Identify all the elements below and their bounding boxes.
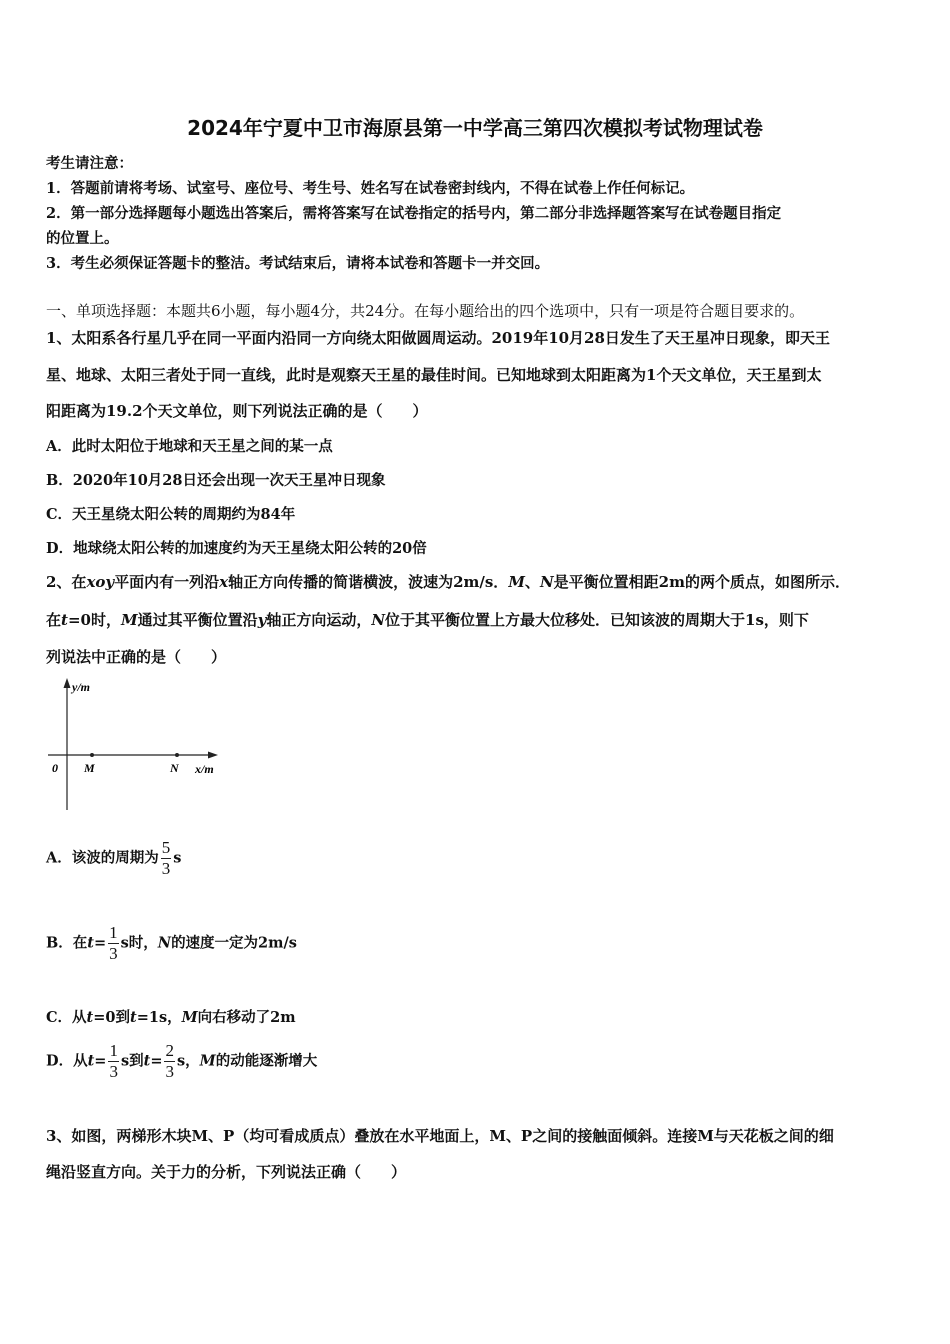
point-n-label: N bbox=[170, 761, 179, 775]
point-n-dot bbox=[175, 753, 179, 757]
notice-item: 2．第一部分选择题每小题选出答案后，需将答案写在试卷指定的括号内，第二部分非选择题答案写在试卷题目指定 bbox=[46, 205, 782, 222]
y-axis-arrow-icon bbox=[64, 678, 71, 688]
fraction: $\frac{2}{3}$ bbox=[165, 1041, 174, 1081]
q1-stem-line: 阳距离为19.2个天文单位，则下列说法正确的是（ ） bbox=[46, 402, 428, 420]
q2-wave-figure bbox=[40, 675, 240, 820]
notice-item: 的位置上。 bbox=[46, 230, 119, 247]
x-axis-arrow-icon bbox=[208, 752, 218, 759]
notice-item: 3．考生必须保证答题卡的整洁。考试结束后，请将本试卷和答题卡一并交回。 bbox=[46, 255, 550, 272]
q1-stem-line: 1、太阳系各行星几乎在同一平面内沿同一方向绕太阳做圆周运动。2019年10月28日发生了天王星冲日现象，即天王 bbox=[46, 329, 830, 347]
y-axis-label: y/m bbox=[72, 680, 90, 694]
q2-option-c: C．从t=0到t=1s，M向右移动了2m bbox=[46, 1009, 296, 1026]
notice-heading: 考生请注意： bbox=[46, 155, 133, 172]
q1-option-c: C．天王星绕太阳公转的周期约为84年 bbox=[46, 506, 296, 523]
q2-stem-line: 列说法中正确的是（ ） bbox=[46, 648, 227, 666]
point-m-dot bbox=[90, 753, 94, 757]
q2-option-a: A．该波的周期为 $\frac{5}{3}$ s bbox=[46, 838, 182, 878]
q1-option-b: B．2020年10月28日还会出现一次天王星冲日现象 bbox=[46, 472, 386, 489]
q2-option-b: B．在t= $\frac{1}{3}$ s时，N的速度一定为2m/s bbox=[46, 923, 297, 963]
point-m-label: M bbox=[84, 761, 95, 775]
q1-stem-line: 星、地球、太阳三者处于同一直线，此时是观察天王星的最佳时间。已知地球到太阳距离为1个天文单位，天王星到太 bbox=[46, 366, 822, 384]
q3-stem-line: 绳沿竖直方向。关于力的分析，下列说法正确（ ） bbox=[46, 1163, 407, 1181]
q2-option-d: D．从t= $\frac{1}{3}$ s到t= $\frac{2}{3}$ s，M的动能逐渐增大 bbox=[46, 1041, 318, 1081]
fraction: $\frac{1}{3}$ bbox=[109, 1041, 118, 1081]
q1-option-a: A．此时太阳位于地球和天王星之间的某一点 bbox=[46, 438, 333, 455]
fraction: $\frac{1}{3}$ bbox=[109, 923, 118, 963]
fraction: $\frac{5}{3}$ bbox=[161, 838, 171, 878]
x-axis-label: x/m bbox=[195, 762, 214, 776]
section-heading: 一、单项选择题：本题共6小题，每小题4分，共24分。在每小题给出的四个选项中，只有一项是符合题目要求的。 bbox=[46, 302, 805, 320]
q2-stem-line: 在t=0时，M通过其平衡位置沿y轴正方向运动，N位于其平衡位置上方最大位移处．已知该波的周期大于1s，则下 bbox=[46, 611, 809, 629]
q1-option-d: D．地球绕太阳公转的加速度约为天王星绕太阳公转的20倍 bbox=[46, 540, 427, 557]
origin-label: 0 bbox=[52, 761, 58, 775]
notice-item: 1．答题前请将考场、试室号、座位号、考生号、姓名写在试卷密封线内，不得在试卷上作任何标记。 bbox=[46, 180, 695, 197]
q3-stem-line: 3、如图，两梯形木块M、P（均可看成质点）叠放在水平地面上，M、P之间的接触面倾斜。连接M与天花板之间的细 bbox=[46, 1127, 834, 1145]
page-title: 2024年宁夏中卫市海原县第一中学高三第四次模拟考试物理试卷 bbox=[187, 116, 763, 140]
q2-stem-line: 2、在xoy平面内有一列沿x轴正方向传播的简谐横波，波速为2m/s．M、N是平衡位置相距2m的两个质点，如图所示． bbox=[46, 573, 850, 591]
